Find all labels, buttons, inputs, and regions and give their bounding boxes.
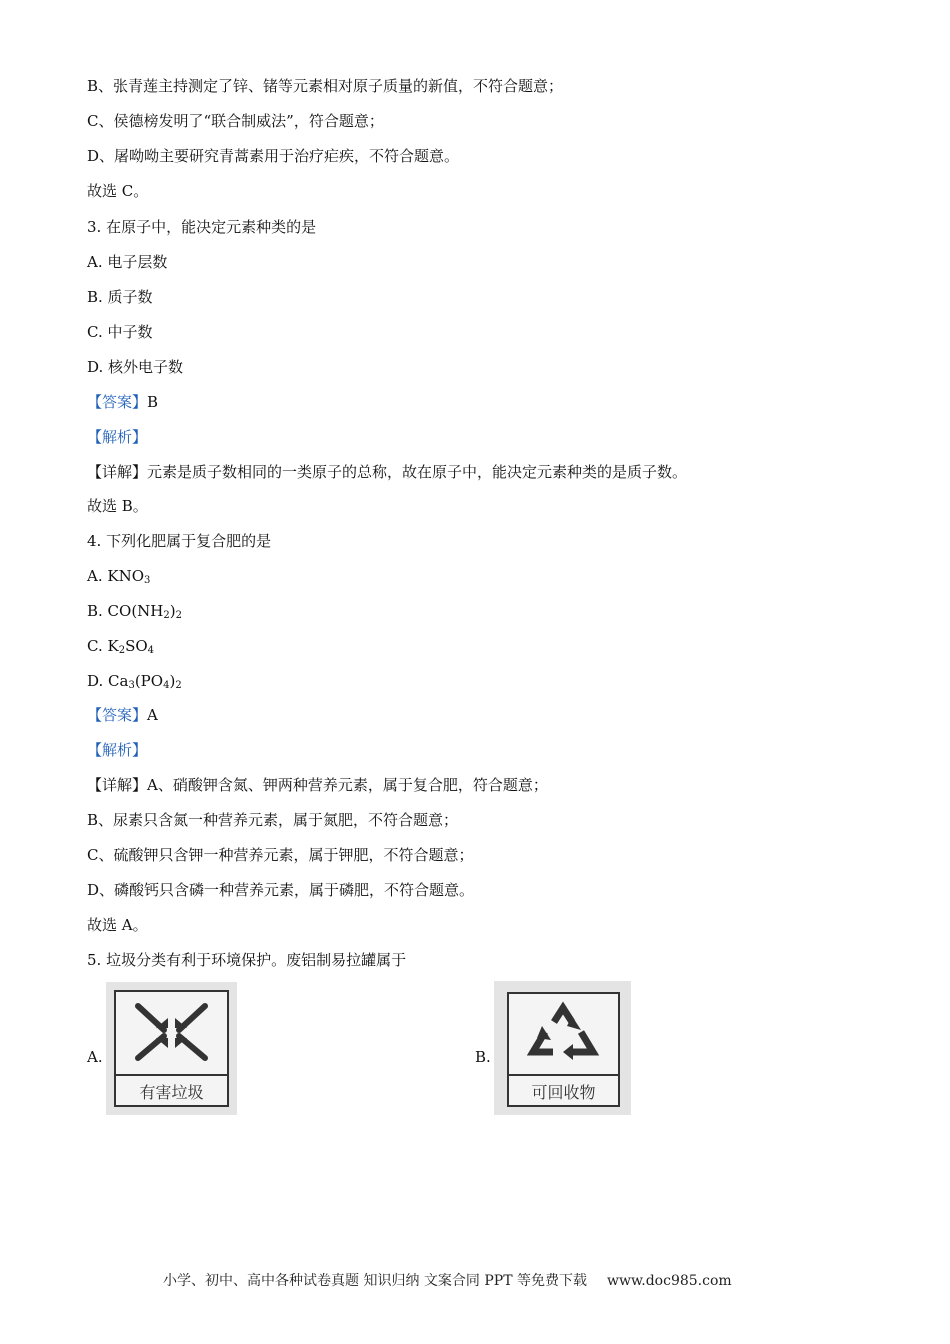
subscript: 2 bbox=[118, 645, 126, 656]
q4-detail-c: C、硫酸钾只含钾一种营养元素，属于钾肥，不符合题意； bbox=[87, 846, 474, 864]
formula-text: ) bbox=[169, 672, 176, 690]
q4-detail-a bbox=[87, 775, 548, 795]
q3-analysis-tag: 【解析】 bbox=[87, 428, 148, 446]
q4-detail-b: B、尿素只含氮一种营养元素，属于氮肥，不符合题意； bbox=[87, 811, 459, 829]
page-footer bbox=[163, 1270, 732, 1290]
q4-analysis-tag: 【解析】 bbox=[87, 741, 148, 759]
q3-option-d: D. 核外电子数 bbox=[87, 358, 184, 376]
formula-text: (PO bbox=[134, 672, 164, 690]
q3-conclusion: 故选 B。 bbox=[87, 497, 148, 515]
subscript: 2 bbox=[163, 610, 170, 621]
q4-option-b bbox=[87, 601, 182, 621]
answer-value: A bbox=[147, 706, 158, 724]
q4-option-a bbox=[87, 566, 150, 586]
q4-option-d bbox=[87, 671, 182, 691]
answer-tag: 【答案】 bbox=[87, 393, 148, 411]
recyclable-sign bbox=[494, 981, 631, 1115]
detail-tag: 【详解】 bbox=[87, 776, 148, 794]
subscript: 2 bbox=[175, 610, 183, 621]
recycle-icon bbox=[509, 994, 618, 1072]
footer-text: 小学、初中、高中各种试卷真题 知识归纳 文案合同 PPT 等免费下载 bbox=[163, 1273, 587, 1289]
subscript: 4 bbox=[163, 680, 170, 691]
q4-conclusion: 故选 A。 bbox=[87, 916, 148, 934]
q3-option-a: A. 电子层数 bbox=[87, 253, 168, 271]
formula-text: C. K bbox=[87, 637, 119, 655]
answer-tag: 【答案】 bbox=[87, 706, 148, 724]
q4-option-c bbox=[87, 636, 154, 656]
q3-option-b: B. 质子数 bbox=[87, 288, 153, 306]
text-line: D、屠呦呦主要研究青蒿素用于治疗疟疾，不符合题意。 bbox=[87, 147, 460, 165]
text-line: 故选 C。 bbox=[87, 182, 149, 200]
subscript: 3 bbox=[128, 680, 135, 691]
formula-text: A. KNO bbox=[87, 567, 144, 585]
sign-label: 可回收物 bbox=[531, 1083, 596, 1102]
footer-url[interactable]: www.doc985.com bbox=[606, 1273, 732, 1289]
text-line: B、张青莲主持测定了锌、锗等元素相对原子质量的新值，不符合题意； bbox=[87, 77, 564, 95]
hazardous-arrows-icon bbox=[116, 992, 227, 1072]
question-5: 5. 垃圾分类有利于环境保护。废铝制易拉罐属于 bbox=[87, 951, 407, 969]
formula-text: ) bbox=[169, 602, 176, 620]
formula-text: B. CO(NH bbox=[87, 602, 164, 620]
text-line: C、侯德榜发明了“联合制威法”，符合题意； bbox=[87, 112, 384, 130]
question-4: 4. 下列化肥属于复合肥的是 bbox=[87, 532, 272, 550]
q3-answer bbox=[87, 392, 158, 412]
detail-text: 元素是质子数相同的一类原子的总称，故在原子中，能决定元素种类的是质子数。 bbox=[147, 463, 688, 481]
subscript: 2 bbox=[175, 680, 182, 691]
q3-option-c: C. 中子数 bbox=[87, 323, 153, 341]
question-3: 3. 在原子中，能决定元素种类的是 bbox=[87, 218, 317, 236]
formula-text: D. Ca bbox=[87, 672, 129, 690]
q4-detail-d: D、磷酸钙只含磷一种营养元素，属于磷肥，不符合题意。 bbox=[87, 881, 475, 899]
q5-option-b-label: B. bbox=[475, 1048, 491, 1066]
detail-text: A、硝酸钾含氮、钾两种营养元素，属于复合肥，符合题意； bbox=[147, 776, 548, 794]
subscript: 3 bbox=[144, 575, 151, 586]
sign-label: 有害垃圾 bbox=[139, 1083, 204, 1102]
q3-detail bbox=[87, 462, 687, 482]
answer-value: B bbox=[147, 393, 159, 411]
subscript: 4 bbox=[147, 645, 155, 656]
q5-option-a-label: A. bbox=[87, 1048, 103, 1066]
hazardous-waste-sign bbox=[106, 982, 237, 1115]
q4-answer bbox=[87, 705, 158, 725]
formula-text: SO bbox=[125, 637, 148, 655]
detail-tag: 【详解】 bbox=[87, 463, 148, 481]
